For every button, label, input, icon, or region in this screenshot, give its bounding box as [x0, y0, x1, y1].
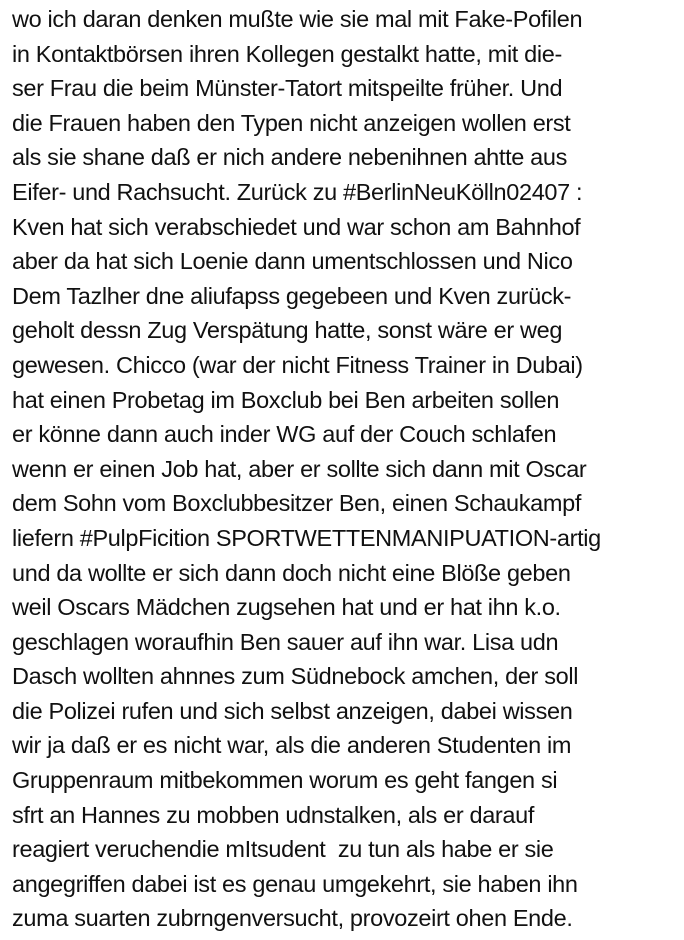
text-line-14: wenn er einen Job hat, aber er sollte sich dann mit Oscar	[12, 455, 587, 482]
text-line-3: ser Frau die beim Münster-Tatort mitspeilte früher. Und	[12, 75, 563, 102]
text-line-15: dem Sohn vom Boxclubbesitzer Ben, einen Schaukampf	[12, 490, 582, 517]
text-line-18: weil Oscars Mädchen zugsehen hat und er hat ihn k.o.	[12, 594, 561, 621]
text-line-13: er könne dann auch inder WG auf der Couch schlafen	[12, 421, 557, 448]
text-line-1: wo ich daran denken mußte wie sie mal mit Fake-Pofilen	[12, 6, 583, 32]
text-line-9: Dem Tazlher dne aliufapss gegebeen und Kven zurück-	[12, 282, 572, 309]
text-line-8: aber da hat sich Loenie dann umentschlossen und Nico	[12, 248, 573, 275]
text-line-23: Gruppenraum mitbekommen worum es geht fangen si	[12, 767, 558, 794]
text-line-16: liefern #PulpFicition SPORTWETTENMANIPUATION-artig	[12, 524, 601, 551]
text-line-20: Dasch wollten ahnnes zum Südnebock amchen, der soll	[12, 663, 579, 690]
text-line-24: sfrt an Hannes zu mobben udnstalken, als er darauf	[12, 801, 535, 828]
text-line-26: angegriffen dabei ist es genau umgekehrt, sie haben ihn	[12, 870, 578, 897]
text-line-27: zuma suarten zubrngenversucht, provozeirt ohen Ende.	[12, 905, 573, 932]
text-line-5: als sie shane daß er nich andere nebenihnen ahtte aus	[12, 144, 567, 171]
text-line-25: reagiert veruchendie mItsudent zu tun als habe er sie	[12, 836, 554, 863]
text-line-10: geholt dessn Zug Verspätung hatte, sonst wäre er weg	[12, 317, 563, 344]
text-line-17: und da wollte er sich dann doch nicht eine Blöße geben	[12, 559, 571, 586]
text-line-7: Kven hat sich verabschiedet und war schon am Bahnhof	[12, 213, 581, 240]
text-line-21: die Polizei rufen und sich selbst anzeigen, dabei wissen	[12, 697, 573, 724]
text-line-22: wir ja daß er es nicht war, als die anderen Studenten im	[12, 732, 572, 759]
body-text	[12, 2, 680, 936]
text-line-6: Eifer- und Rachsucht. Zurück zu #BerlinNeuKölln02407 :	[12, 178, 583, 205]
text-line-19: geschlagen woraufhin Ben sauer auf ihn war. Lisa udn	[12, 628, 559, 655]
text-line-2: in Kontaktbörsen ihren Kollegen gestalkt hatte, mit die-	[12, 40, 562, 67]
text-line-4: die Frauen haben den Typen nicht anzeigen wollen erst	[12, 109, 571, 136]
text-line-11: gewesen. Chicco (war der nicht Fitness Trainer in Dubai)	[12, 351, 583, 378]
text-line-12: hat einen Probetag im Boxclub bei Ben arbeiten sollen	[12, 386, 560, 413]
